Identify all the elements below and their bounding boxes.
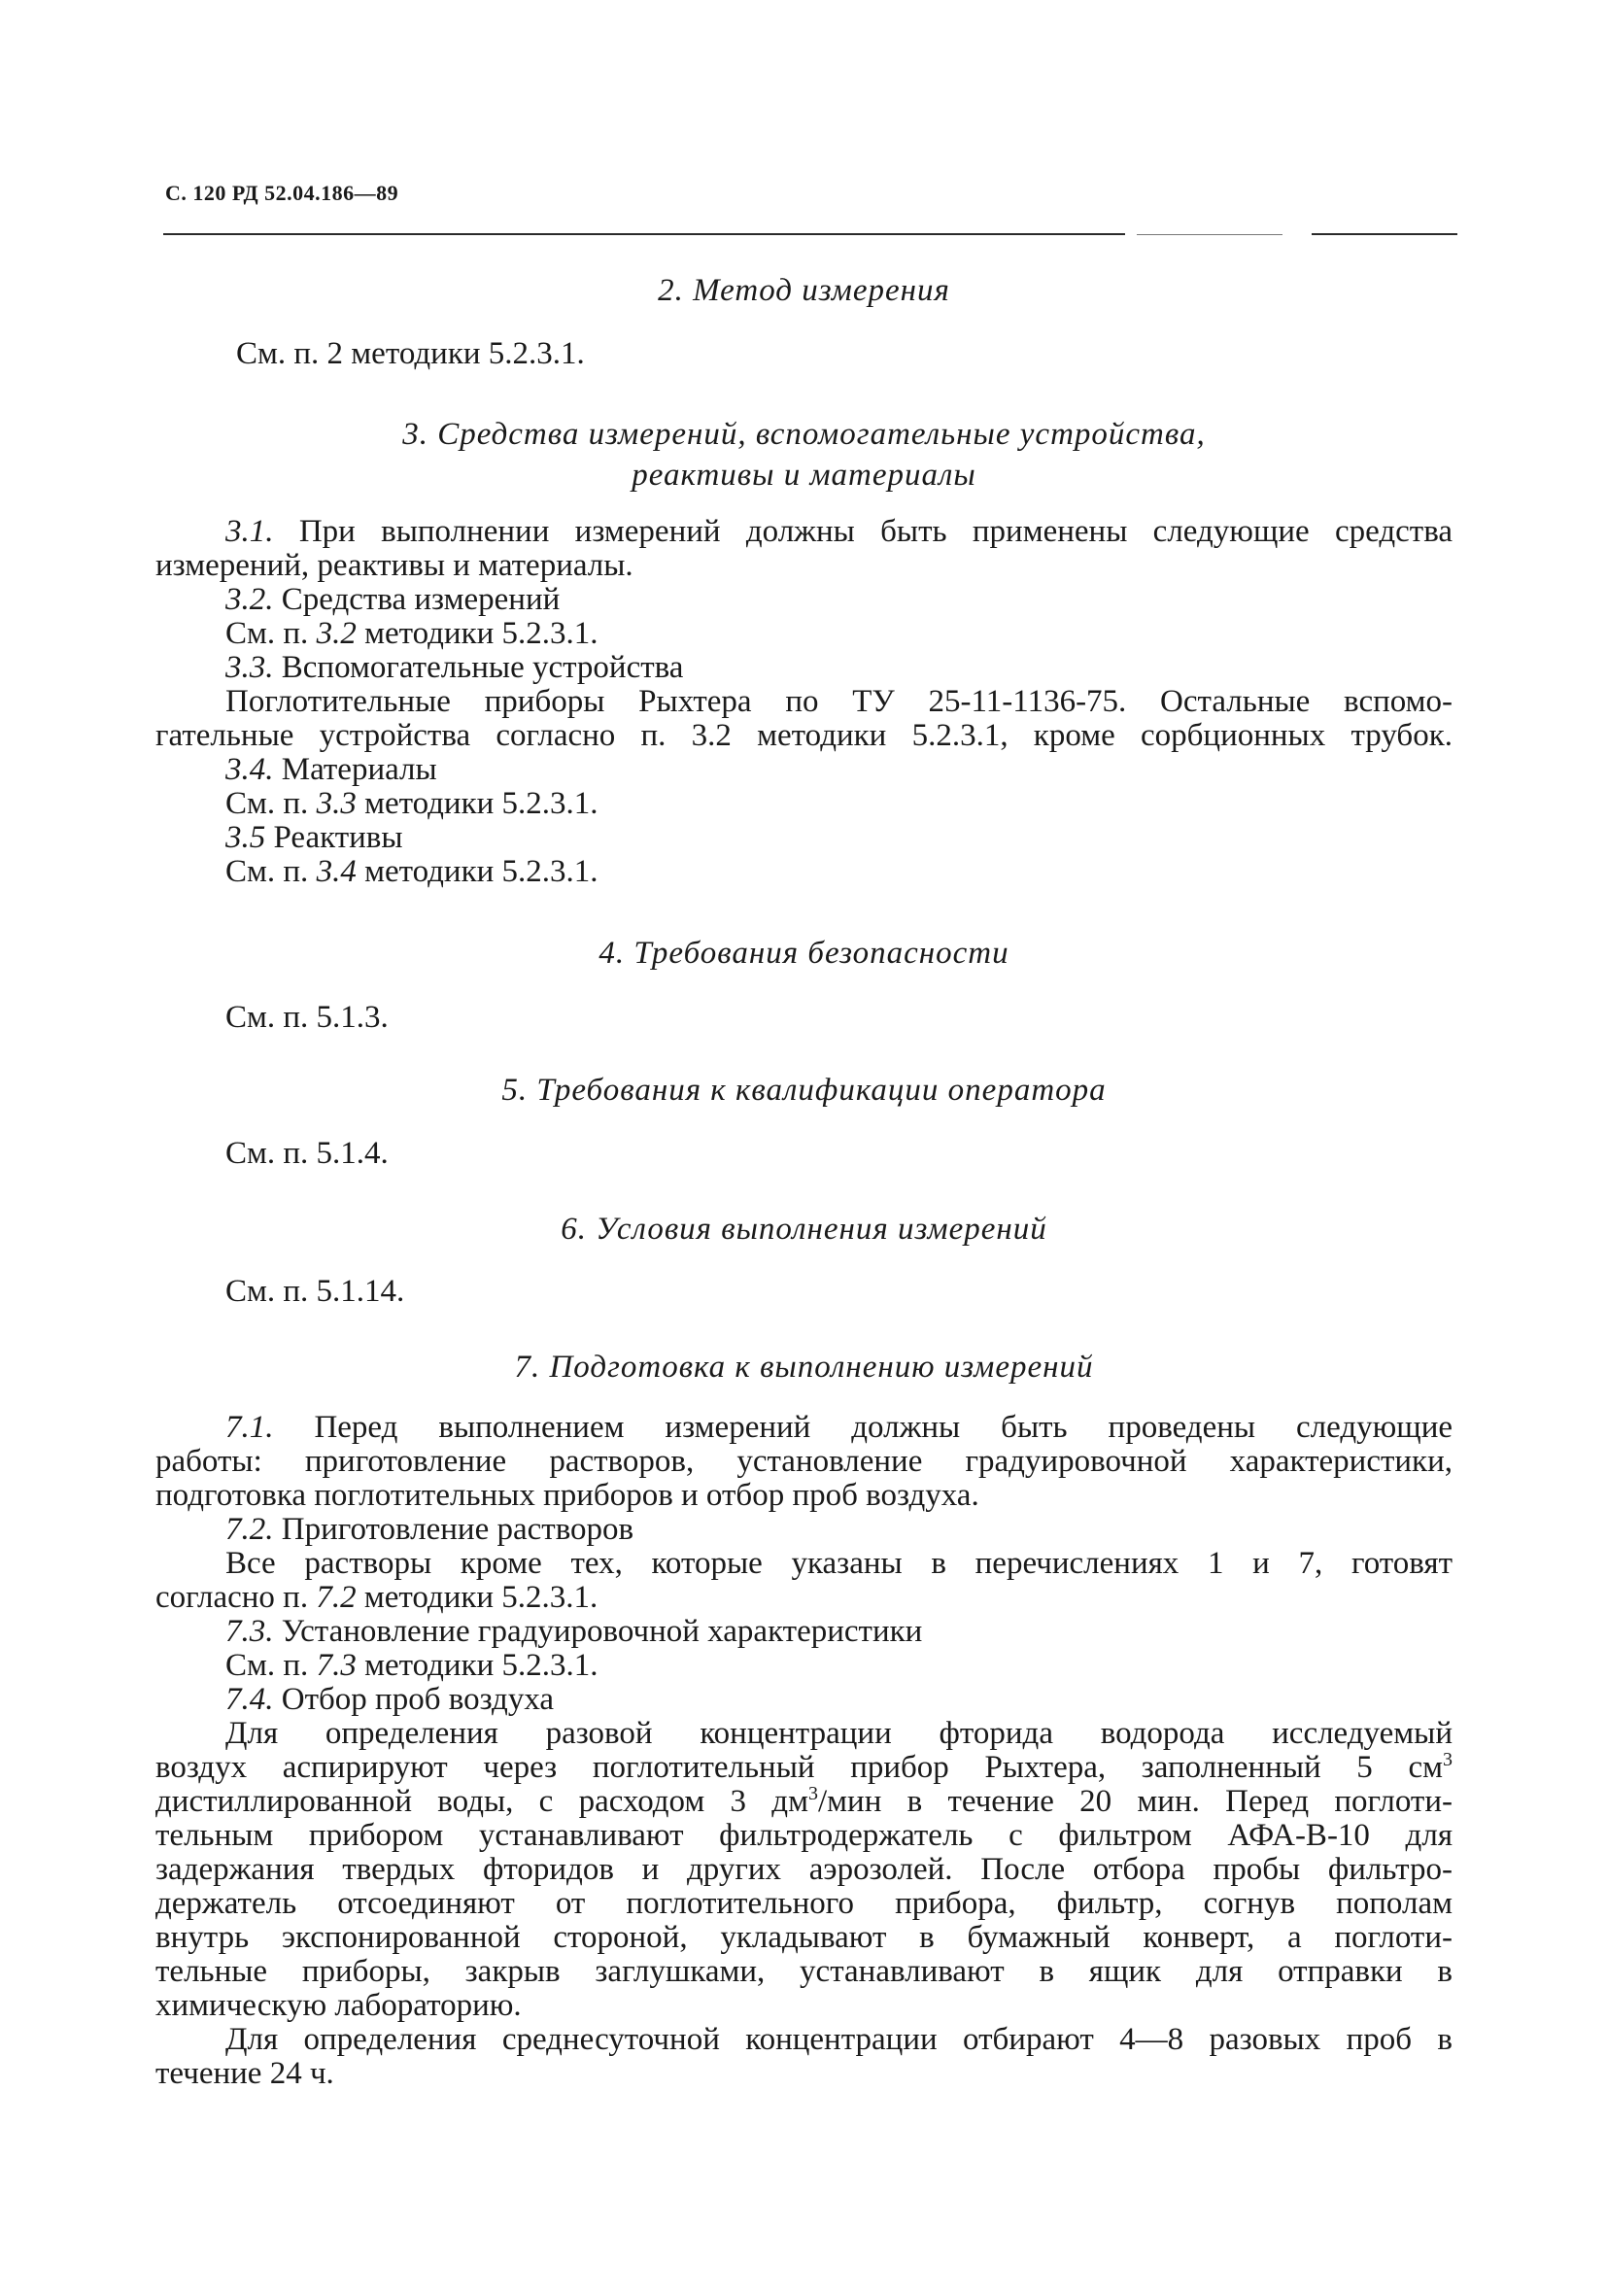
para-7-4-l6: держатель отсоединяют от поглотительного прибора, фильтр, согнув пополам: [155, 1886, 1453, 1921]
para-3-5: 3.5 Реактивы: [225, 820, 403, 855]
para-7-2-body-2: согласно п. 7.2 методики 5.2.3.1.: [155, 1580, 598, 1615]
para-3-4-ref: См. п. 3.3 методики 5.2.3.1.: [225, 786, 598, 821]
section-5-title: 5. Требования к квалификации оператора: [501, 1073, 1107, 1108]
para-7-2: 7.2. Приготовление растворов: [225, 1512, 634, 1547]
para-7-3: 7.3. Установление градуировочной характеристики: [225, 1614, 923, 1649]
para-7-3-ref: См. п. 7.3 методики 5.2.3.1.: [225, 1648, 598, 1683]
section-2-text: См. п. 2 методики 5.2.3.1.: [236, 336, 585, 371]
para-7-1-l2: работы: приготовление растворов, установление градуировочной характеристики,: [155, 1444, 1453, 1479]
section-4-title: 4. Требования безопасности: [598, 936, 1009, 971]
para-7-4-l4: тельным прибором устанавливают фильтродержатель с фильтром АФА-В-10 для: [155, 1818, 1453, 1853]
para-3-1-num: 3.1.: [225, 514, 274, 549]
section-5-text: См. п. 5.1.4.: [225, 1136, 389, 1171]
para-7-4-l9: химическую лабораторию.: [155, 1988, 522, 2023]
para-3-3-body: Поглотительные приборы Рыхтера по ТУ 25-11-1136-75. Остальные вспомо-: [225, 684, 1453, 719]
para-7-1: 7.1. Перед выполнением измерений должны быть проведены следующие: [225, 1410, 1453, 1445]
para-3-1-cont: измерений, реактивы и материалы.: [155, 548, 633, 583]
para-7-5-l2: течение 24 ч.: [155, 2056, 334, 2091]
header-rule-faint: [1137, 234, 1282, 235]
section-3-title: 3. Средства измерений, вспомогательные устройства,: [402, 417, 1206, 452]
para-7-4-l3: дистиллированной воды, с расходом 3 $дм^3$/мин в течение 20 мин. Перед поглоти-: [155, 1783, 1453, 1819]
para-3-3-body-2: гательные устройства согласно п. 3.2 методики 5.2.3.1, кроме сорбционных трубок.: [155, 718, 1453, 753]
para-7-5-l1: Для определения среднесуточной концентрации отбирают 4—8 разовых проб в: [225, 2022, 1453, 2057]
para-3-4: 3.4. Материалы: [225, 752, 437, 787]
section-2-title: 2. Метод измерения: [658, 273, 950, 308]
page-header: С. 120 РД 52.04.186—89: [165, 181, 399, 205]
section-6-text: См. п. 5.1.14.: [225, 1274, 405, 1309]
para-7-4: 7.4. Отбор проб воздуха: [225, 1682, 555, 1717]
section-3-title-2: реактивы и материалы: [632, 458, 976, 493]
para-7-2-body: Все растворы кроме тех, которые указаны в перечислениях 1 и 7, готовят: [225, 1546, 1453, 1581]
para-7-1-l3: подготовка поглотительных приборов и отбор проб воздуха.: [155, 1478, 979, 1513]
para-7-4-l8: тельные приборы, закрыв заглушками, устанавливают в ящик для отправки в: [155, 1954, 1453, 1989]
para-3-5-ref: См. п. 3.4 методики 5.2.3.1.: [225, 854, 598, 889]
para-7-4-l5: задержания твердых фторидов и других аэрозолей. После отбора пробы фильтро-: [155, 1852, 1453, 1887]
para-3-1: 3.1. При выполнении измерений должны быть применены следующие средства: [225, 514, 1453, 549]
para-3-2: 3.2. Средства измерений: [225, 582, 561, 617]
header-rule-right: [1312, 233, 1457, 235]
section-7-title: 7. Подготовка к выполнению измерений: [514, 1350, 1094, 1385]
para-3-2-ref: См. п. 3.2 методики 5.2.3.1.: [225, 616, 598, 651]
para-7-4-l7: внутрь экспонированной стороной, укладывают в бумажный конверт, а поглоти-: [155, 1920, 1453, 1955]
para-7-4-l2: воздух аспирируют через поглотительный прибор Рыхтера, заполненный 5 $см^3$: [155, 1749, 1453, 1785]
para-7-4-l1: Для определения разовой концентрации фторида водорода исследуемый: [225, 1716, 1453, 1751]
section-4-text: См. п. 5.1.3.: [225, 1000, 389, 1035]
header-rule: [163, 233, 1125, 235]
para-3-3: 3.3. Вспомогательные устройства: [225, 650, 684, 685]
section-6-title: 6. Условия выполнения измерений: [561, 1212, 1047, 1247]
